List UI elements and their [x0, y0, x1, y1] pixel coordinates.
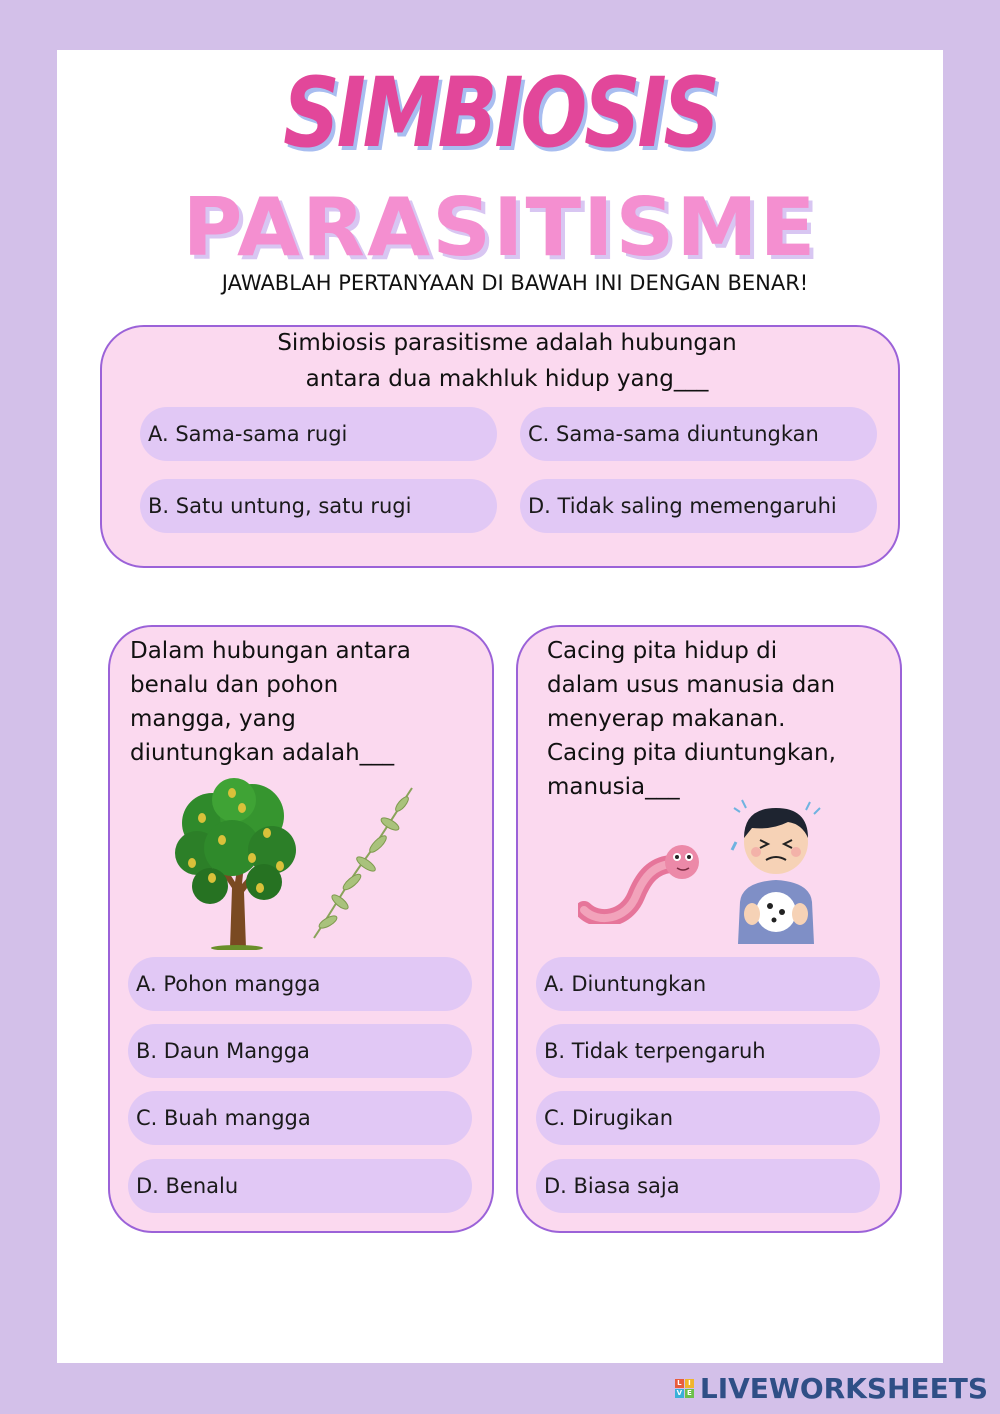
- worm-icon: [578, 840, 704, 924]
- liveworksheets-watermark[interactable]: [675, 1372, 988, 1405]
- question-3-line-1: Cacing pita hidup di: [547, 638, 778, 664]
- question-3-line-5: manusia___: [547, 774, 680, 800]
- question-1-line-1: Simbiosis parasitisme adalah hubungan: [277, 330, 737, 356]
- q3-option-a[interactable]: A. Diuntungkan: [536, 957, 880, 1011]
- question-1-line-2: antara dua makhluk hidup yang___: [305, 366, 709, 392]
- question-2-line-4: diuntungkan adalah___: [130, 740, 395, 766]
- sick-boy-icon: [722, 794, 830, 944]
- question-2-line-3: mangga, yang: [130, 706, 296, 732]
- q1-option-b[interactable]: B. Satu untung, satu rugi: [140, 479, 497, 533]
- question-2-line-2: benalu dan pohon: [130, 672, 339, 698]
- q3-option-d[interactable]: D. Biasa saja: [536, 1159, 880, 1213]
- q1-option-d[interactable]: D. Tidak saling memengaruhi: [520, 479, 877, 533]
- logo-letter-e: E: [685, 1389, 694, 1398]
- question-1-text: [0, 325, 1000, 397]
- question-2-line-1: Dalam hubungan antara: [130, 638, 411, 664]
- q1-option-c[interactable]: C. Sama-sama diuntungkan: [520, 407, 877, 461]
- q2-option-c[interactable]: C. Buah mangga: [128, 1091, 472, 1145]
- instruction-text: JAWABLAH PERTANYAAN DI BAWAH INI DENGAN BENAR!: [221, 271, 809, 295]
- question-3-line-3: menyerap makanan.: [547, 706, 786, 732]
- liveworksheets-logo-icon: [675, 1379, 694, 1398]
- q2-option-a[interactable]: A. Pohon mangga: [128, 957, 472, 1011]
- title-parasitisme: PARASITISME: [182, 181, 818, 274]
- logo-letter-i: I: [685, 1379, 694, 1388]
- mango-tree-icon: [172, 778, 302, 950]
- vine-icon: [308, 782, 420, 942]
- q2-option-d[interactable]: D. Benalu: [128, 1159, 472, 1213]
- watermark-text: LIVEWORKSHEETS: [699, 1372, 988, 1405]
- q1-option-a[interactable]: A. Sama-sama rugi: [140, 407, 497, 461]
- title-simbiosis: SIMBIOSIS: [283, 57, 717, 169]
- q3-option-b[interactable]: B. Tidak terpengaruh: [536, 1024, 880, 1078]
- question-2-text: [130, 634, 411, 770]
- question-3-line-2: dalam usus manusia dan: [547, 672, 836, 698]
- q3-option-c[interactable]: C. Dirugikan: [536, 1091, 880, 1145]
- logo-letter-v: V: [676, 1389, 683, 1397]
- q2-option-b[interactable]: B. Daun Mangga: [128, 1024, 472, 1078]
- question-3-line-4: Cacing pita diuntungkan,: [547, 740, 836, 766]
- logo-letter-l: L: [675, 1379, 684, 1388]
- question-3-text: [547, 634, 836, 804]
